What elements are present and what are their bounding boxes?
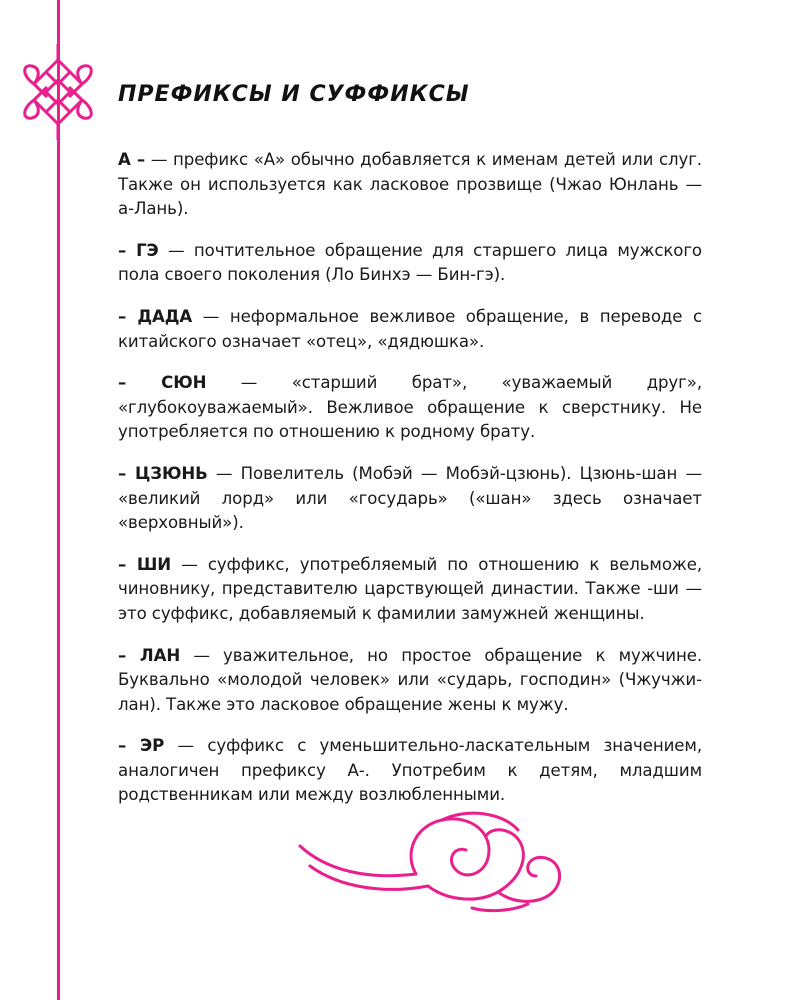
entry-definition: — неформальное вежливое обращение, в переводе с китайского означает «отец», «дядюшка». bbox=[118, 306, 702, 351]
entry-term: – ЭР bbox=[118, 736, 165, 756]
entry-definition: — префикс «А» обычно добавляется к именам детей или слуг. Также он используется как ласковое прозвище (Чжао Юнлань — а-Лань). bbox=[118, 150, 702, 219]
entry-term: – ДАДА bbox=[118, 306, 193, 326]
glossary-entry bbox=[118, 462, 702, 536]
entry-term: – ЦЗЮНЬ bbox=[118, 463, 208, 483]
entry-definition: — уважительное, но простое обращение к мужчине. Буквально «молодой человек» или «сударь, господин» (Чжучжи-лан). Также это ласковое обращение жены к мужу. bbox=[118, 645, 702, 714]
glossary-entry bbox=[118, 305, 702, 354]
entry-term: – ЛАН bbox=[118, 645, 181, 665]
entry-term: А – bbox=[118, 150, 146, 169]
entry-term: – ШИ bbox=[118, 554, 172, 574]
glossary-entry bbox=[118, 644, 702, 718]
entry-definition: — суффикс, употребляемый по отношению к вельможе, чиновнику, представителю царствующей династии. Также -ши — это суффикс, добавляемый к фамилии замужней женщины. bbox=[118, 554, 703, 623]
entry-definition: — «старший брат», «уважаемый друг», «глубокоуважаемый». Вежливое обращение к сверстнику. Не употребляется по отношению к родному брату. bbox=[118, 373, 703, 442]
entry-definition: — почтительное обращение для старшего лица мужского пола своего поколения (Ло Бинхэ — Бин-гэ). bbox=[118, 240, 702, 285]
glossary-entry bbox=[118, 553, 702, 627]
cloud-swirl-icon bbox=[296, 808, 566, 916]
page-title: ПРЕФИКСЫ И СУФФИКСЫ bbox=[118, 82, 470, 107]
glossary-entry bbox=[118, 239, 702, 288]
glossary-entry bbox=[118, 371, 702, 445]
decorative-vertical-line bbox=[57, 0, 60, 1000]
glossary-list bbox=[118, 148, 702, 825]
glossary-entry bbox=[118, 734, 702, 808]
glossary-entry bbox=[118, 148, 702, 222]
entry-term: – ГЭ bbox=[118, 240, 159, 260]
entry-definition: — Повелитель (Мобэй — Мобэй-цзюнь). Цзюнь-шан — «великий лорд» или «государь» («шан» здесь означает «верховный»). bbox=[118, 463, 702, 533]
entry-definition: — суффикс с уменьшительно-ласкательным значением, аналогичен префиксу А-. Употребим к детям, младшим родственникам или между возлюбленными. bbox=[118, 736, 702, 805]
endless-knot-icon bbox=[18, 44, 98, 140]
entry-term: – СЮН bbox=[118, 373, 207, 393]
